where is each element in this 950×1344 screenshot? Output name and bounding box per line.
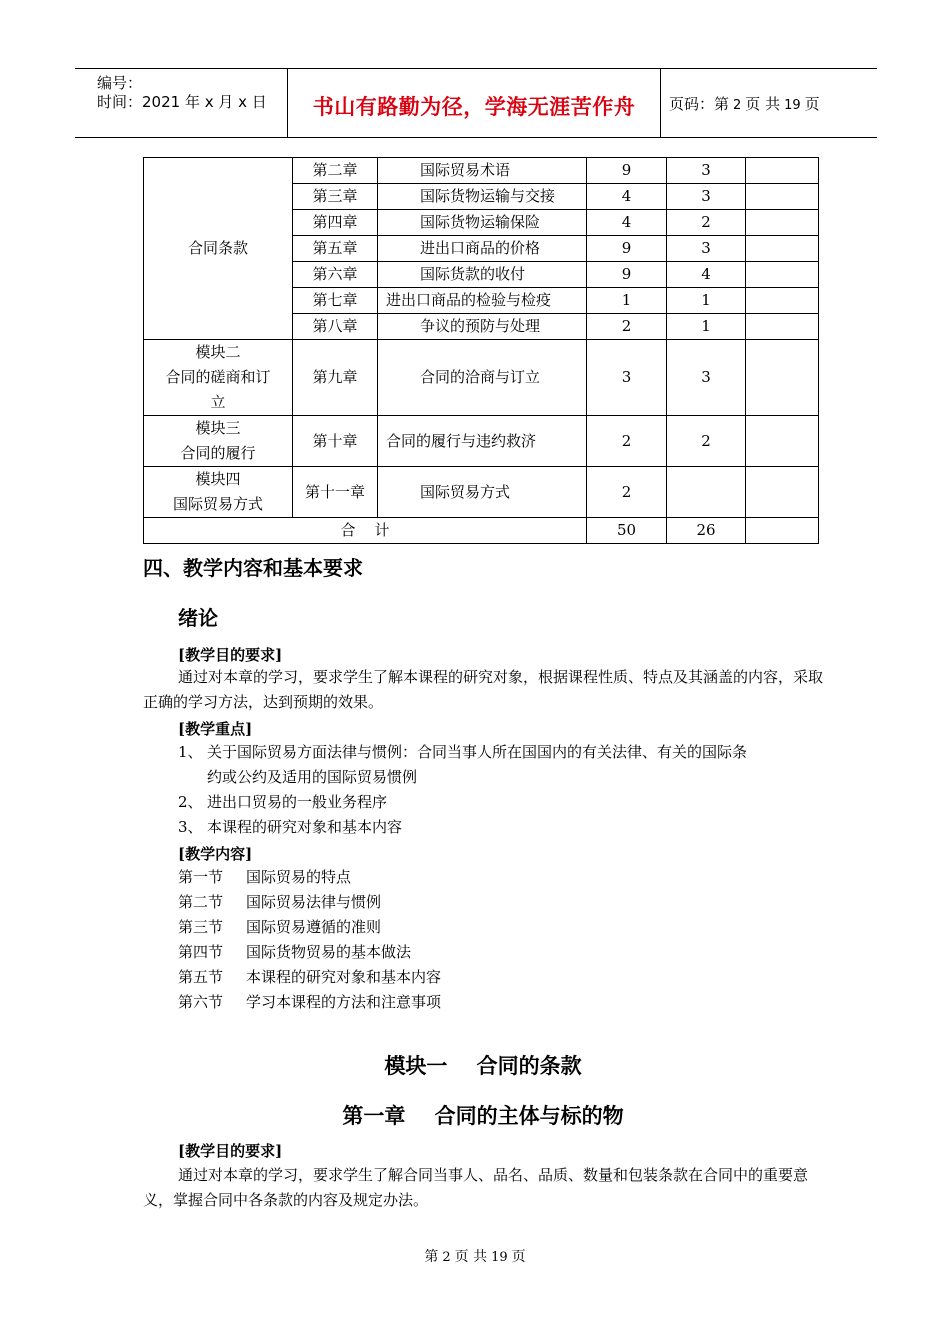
course-hours-table — [143, 157, 819, 544]
module3-line1: 模块三 — [195, 419, 241, 437]
hours-b-cell: 2 — [667, 416, 746, 467]
focus-item — [178, 815, 818, 840]
module4-line2: 国际贸易方式 — [172, 495, 263, 513]
chapter-cell: 第八章 — [293, 314, 378, 340]
focus-item-num: 3、 — [178, 818, 203, 836]
empty-cell — [746, 236, 819, 262]
hours-a-cell: 2 — [587, 314, 667, 340]
page-footer — [0, 1246, 950, 1266]
section-num: 第六节 — [178, 993, 224, 1011]
footer-current: 2 — [442, 1250, 451, 1265]
section-title: 国际贸易法律与惯例 — [246, 893, 382, 911]
footer-prefix: 第 — [424, 1249, 439, 1265]
empty-cell — [746, 314, 819, 340]
module4-line1: 模块四 — [195, 470, 241, 488]
content-cell: 争议的预防与处理 — [378, 314, 587, 340]
hours-a-cell: 4 — [587, 210, 667, 236]
chapter-cell: 第五章 — [293, 236, 378, 262]
hours-a-cell: 2 — [587, 467, 667, 518]
module3-line2: 合同的履行 — [180, 444, 256, 462]
content-cell: 国际货物运输保险 — [378, 210, 587, 236]
footer-total: 19 — [491, 1250, 508, 1265]
focus-item-cont: 约或公约及适用的国际贸易惯例 — [207, 768, 418, 786]
module-goal-text: 通过对本章的学习，要求学生了解合同当事人、品名、品质、数量和包装条款在合同中的重要意义，掌握合同中各条款的内容及规定办法。 — [143, 1166, 809, 1209]
content-cell: 国际货款的收付 — [378, 262, 587, 288]
chapter-title: 第一章 合同的主体与标的物 — [342, 1104, 624, 1128]
content-cell: 国际贸易方式 — [378, 467, 587, 518]
list-item — [178, 865, 351, 890]
hours-a-cell: 9 — [587, 236, 667, 262]
section-title: 学习本课程的方法和注意事项 — [246, 993, 442, 1011]
header-motto-cell — [288, 69, 661, 137]
content-cell: 国际贸易术语 — [378, 158, 587, 184]
hours-b-cell: 3 — [667, 236, 746, 262]
focus-item-text: 关于国际贸易方面法律与惯例：合同当事人所在国国内的有关法律、有关的国际条 — [207, 743, 748, 761]
section-num: 第五节 — [178, 968, 224, 986]
focus-item-text: 进出口贸易的一般业务程序 — [207, 793, 388, 811]
focus-label: [教学重点] — [178, 720, 253, 738]
chapter-cell: 第十章 — [293, 416, 378, 467]
focus-item — [178, 790, 818, 815]
hours-a-cell: 9 — [587, 262, 667, 288]
hours-b-cell: 3 — [667, 340, 746, 416]
module2-line3: 立 — [210, 393, 226, 411]
module2-line2: 合同的磋商和订 — [165, 368, 271, 386]
content-label: [教学内容] — [178, 845, 253, 863]
header-page-number — [669, 93, 820, 114]
table-row — [144, 158, 819, 184]
chapter-cell: 第四章 — [293, 210, 378, 236]
section-title: 国际贸易遵循的准则 — [246, 918, 382, 936]
chapter-cell: 第九章 — [293, 340, 378, 416]
module2-line1: 模块二 — [195, 343, 241, 361]
table-total-row — [144, 518, 819, 544]
table-row — [144, 467, 819, 518]
footer-suffix: 页 — [511, 1249, 526, 1265]
focus-item-num: 2、 — [178, 793, 203, 811]
section-title: 国际货物贸易的基本做法 — [246, 943, 412, 961]
table-row — [144, 416, 819, 467]
focus-item-text: 本课程的研究对象和基本内容 — [207, 818, 403, 836]
hours-a-cell: 4 — [587, 184, 667, 210]
hours-b-cell: 3 — [667, 158, 746, 184]
module-name-cell — [144, 340, 293, 416]
intro-heading: 绪论 — [178, 606, 218, 630]
module-name-cell: 合同条款 — [144, 158, 293, 340]
table-row — [144, 340, 819, 416]
empty-cell — [746, 288, 819, 314]
footer-mid: 页 共 — [454, 1249, 488, 1265]
chapter-cell: 第七章 — [293, 288, 378, 314]
goal-text: 通过对本章的学习，要求学生了解本课程的研究对象，根据课程性质、特点及其涵盖的内容，采取正确的学习方法，达到预期的效果。 — [143, 668, 824, 711]
module-name-cell — [144, 416, 293, 467]
chapter-cell: 第十一章 — [293, 467, 378, 518]
hours-b-cell: 1 — [667, 314, 746, 340]
module-title: 模块一 合同的条款 — [384, 1054, 582, 1078]
empty-cell — [746, 184, 819, 210]
section-num: 第二节 — [178, 893, 224, 911]
content-cell: 进出口商品的价格 — [378, 236, 587, 262]
section-num: 第三节 — [178, 918, 224, 936]
hours-a-cell: 3 — [587, 340, 667, 416]
section-num: 第一节 — [178, 868, 224, 886]
chapter-cell: 第三章 — [293, 184, 378, 210]
page-prefix: 页码：第 — [669, 95, 730, 113]
list-item — [178, 890, 381, 915]
chapter-cell: 第六章 — [293, 262, 378, 288]
empty-cell — [746, 518, 819, 544]
hours-a-cell: 9 — [587, 158, 667, 184]
list-item — [178, 915, 381, 940]
page-total: 19 — [784, 98, 801, 113]
list-item — [178, 965, 441, 990]
header-page-cell — [661, 69, 877, 137]
chapter-cell: 第二章 — [293, 158, 378, 184]
total-a-cell: 50 — [587, 518, 667, 544]
header-time-label: 时间：2021 年 x 月 x 日 — [97, 93, 267, 111]
header-meta-cell — [75, 69, 288, 137]
section-heading: 四、教学内容和基本要求 — [143, 556, 363, 580]
page-current: 2 — [733, 98, 742, 113]
empty-cell — [746, 158, 819, 184]
empty-cell — [746, 262, 819, 288]
module-goal-label: [教学目的要求] — [178, 1142, 283, 1160]
hours-a-cell: 1 — [587, 288, 667, 314]
hours-b-cell: 2 — [667, 210, 746, 236]
hours-a-cell: 2 — [587, 416, 667, 467]
module-name-cell — [144, 467, 293, 518]
content-cell: 合同的洽商与订立 — [378, 340, 587, 416]
empty-cell — [746, 340, 819, 416]
empty-cell — [746, 467, 819, 518]
content-cell: 进出口商品的检验与检疫 — [378, 288, 587, 314]
hours-b-cell — [667, 467, 746, 518]
section-title: 本课程的研究对象和基本内容 — [246, 968, 442, 986]
focus-item-num: 1、 — [178, 743, 203, 761]
empty-cell — [746, 416, 819, 467]
focus-item — [178, 740, 818, 790]
section-num: 第四节 — [178, 943, 224, 961]
hours-b-cell: 1 — [667, 288, 746, 314]
page-mid: 页 共 — [745, 95, 781, 113]
total-b-cell: 26 — [667, 518, 746, 544]
hours-b-cell: 4 — [667, 262, 746, 288]
list-item — [178, 940, 411, 965]
empty-cell — [746, 210, 819, 236]
list-item — [178, 990, 441, 1015]
section-title: 国际贸易的特点 — [246, 868, 352, 886]
page-header — [75, 68, 877, 138]
header-number-label: 编号： — [97, 74, 143, 92]
goal-label: [教学目的要求] — [178, 646, 283, 664]
header-motto: 书山有路勤为径，学海无涯苦作舟 — [312, 95, 636, 119]
total-label-cell: 合 计 — [144, 518, 587, 544]
content-cell: 合同的履行与违约救济 — [378, 416, 587, 467]
page-suffix: 页 — [804, 95, 820, 113]
hours-b-cell: 3 — [667, 184, 746, 210]
content-cell: 国际货物运输与交接 — [378, 184, 587, 210]
